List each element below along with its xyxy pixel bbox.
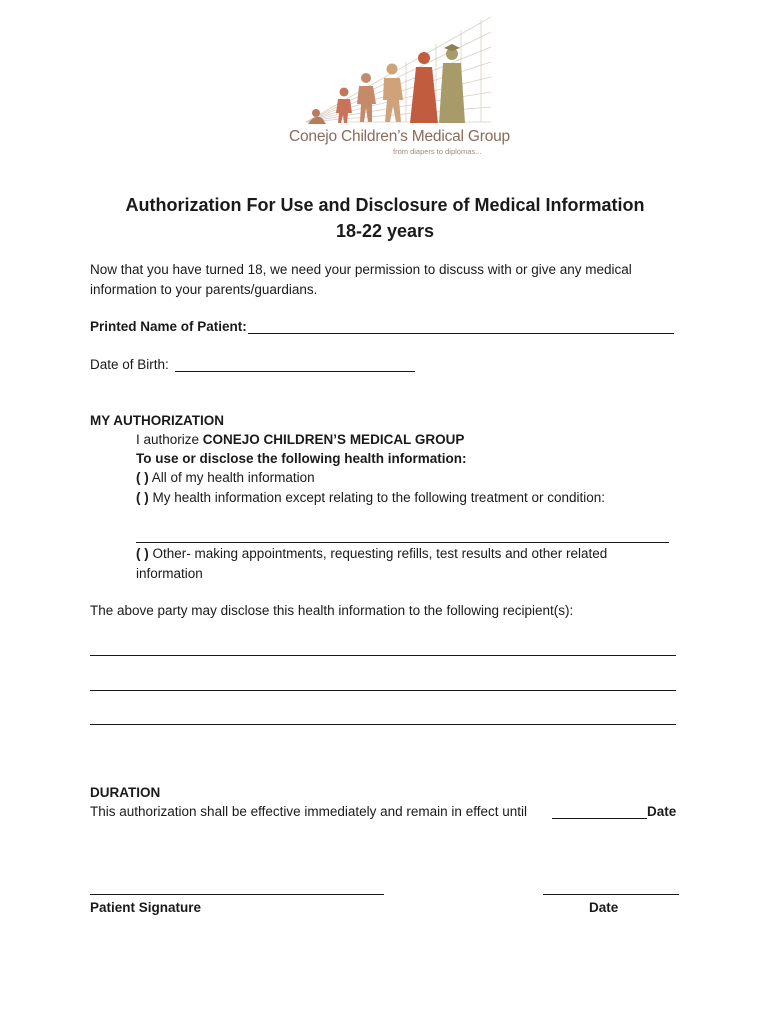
- checkbox-mark[interactable]: ( ): [136, 470, 149, 485]
- intro-line-1: Now that you have turned 18, we need your permission to discuss with or give any medical: [90, 262, 632, 277]
- printed-name-field[interactable]: [248, 333, 674, 334]
- duration-date-field[interactable]: [552, 818, 647, 819]
- authorization-heading: MY AUTHORIZATION: [90, 413, 224, 428]
- checkbox-mark[interactable]: ( ): [136, 546, 149, 561]
- duration-heading: DURATION: [90, 785, 161, 800]
- dob-field[interactable]: [175, 371, 415, 372]
- patient-signature-field[interactable]: [90, 894, 384, 895]
- intro-line-2: information to your parents/guardians.: [90, 282, 318, 297]
- condition-field[interactable]: [136, 542, 669, 543]
- checkbox-mark[interactable]: ( ): [136, 490, 149, 505]
- recipients-text: The above party may disclose this health information to the following recipient(s):: [90, 603, 574, 618]
- use-disclose-heading: To use or disclose the following health information:: [136, 451, 467, 466]
- option-all-info-label: All of my health information: [151, 470, 315, 485]
- recipient-field-1[interactable]: [90, 655, 676, 656]
- clinic-logo-tagline: from diapers to diplomas...: [393, 147, 482, 156]
- printed-name-label: Printed Name of Patient:: [90, 319, 247, 334]
- duration-text: This authorization shall be effective immediately and remain in effect until: [90, 804, 527, 819]
- patient-signature-label: Patient Signature: [90, 900, 202, 915]
- form-title: Authorization For Use and Disclosure of Medical Information: [125, 195, 645, 215]
- authorize-line: [136, 430, 464, 450]
- option-other-label-cont: information: [136, 566, 203, 581]
- dob-label: Date of Birth:: [90, 357, 169, 372]
- signature-date-field[interactable]: [543, 894, 679, 895]
- option-all-info[interactable]: [136, 468, 315, 488]
- duration-date-label: Date: [647, 804, 677, 819]
- option-except-condition[interactable]: [136, 488, 605, 508]
- authorize-prefix: I authorize: [136, 432, 203, 447]
- recipient-field-2[interactable]: [90, 690, 676, 691]
- option-other-label: Other- making appointments, requesting refills, test results and other related: [152, 546, 608, 561]
- option-other[interactable]: [136, 544, 607, 564]
- form-subtitle-age-range: 18-22 years: [335, 221, 435, 241]
- group-name: CONEJO CHILDREN’S MEDICAL GROUP: [202, 432, 465, 447]
- clinic-logo-name: Conejo Children’s Medical Group: [289, 128, 510, 145]
- recipient-field-3[interactable]: [90, 724, 676, 725]
- signature-date-label: Date: [589, 900, 619, 915]
- option-except-condition-label: My health information except relating to the following treatment or condition:: [152, 490, 606, 505]
